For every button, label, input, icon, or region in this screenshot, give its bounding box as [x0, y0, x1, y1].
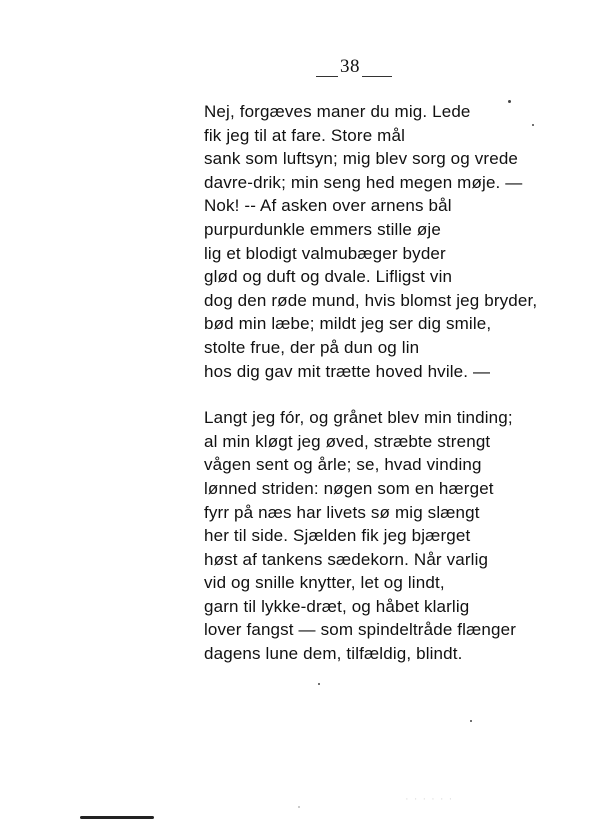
poem-line: Nej, forgæves maner du mig. Lede [204, 102, 471, 121]
page-number-rule-right [362, 76, 392, 77]
poem-line: stolte frue, der på dun og lin [204, 337, 420, 357]
poem-line: lover fangst — som spindeltråde flænger [204, 620, 516, 640]
poem-line: dagens lune dem, tilfældig, blindt. [204, 644, 463, 664]
poem-line: vid og snille knytter, let og lindt, [204, 573, 445, 593]
page-number-text: 38 [340, 56, 360, 77]
ink-smudge [80, 816, 154, 819]
poem-line: fyrr på næs har livets sø mig slængt [204, 502, 480, 522]
poem-line: al min kløgt jeg øved, stræbte strengt [204, 431, 491, 451]
scan-speck [298, 806, 300, 808]
poem-line: Langt jeg fór, og grånet blev min tinding; [204, 408, 513, 428]
poem-line: purpurdunkle emmers stille øje [204, 219, 441, 239]
poem-line: sank som luftsyn; mig blev sorg og vrede [204, 149, 519, 169]
poem [204, 100, 594, 666]
poem-line: vågen sent og årle; se, hvad vinding [204, 455, 482, 475]
poem-line: garn til lykke-dræt, og håbet klarlig [204, 596, 470, 616]
poem-line: bød min læbe; mildt jeg ser dig smile, [204, 314, 492, 334]
stanza-1 [204, 100, 594, 383]
poem-line: fik jeg til at fare. Store mål [204, 125, 406, 145]
stanza-2 [204, 406, 594, 666]
scan-speck [508, 100, 511, 103]
scan-speck [532, 124, 534, 126]
bleed-through-mark: · · · · · · [405, 793, 454, 805]
scan-speck [470, 720, 472, 722]
poem-line: høst af tankens sædekorn. Når varlig [204, 549, 489, 569]
poem-line: lig et blodigt valmubæger byder [204, 243, 446, 263]
poem-line: dog den røde mund, hvis blomst jeg bryder, [204, 290, 538, 310]
poem-line: lønned striden: nøgen som en hærget [204, 478, 494, 498]
poem-line: Nok! -- Af asken over arnens bål [204, 196, 452, 216]
poem-line: glød og duft og dvale. Lifligst vin [204, 267, 453, 287]
poem-line: davre-drik; min seng hed megen møje. — [204, 172, 523, 192]
scan-speck [318, 683, 320, 685]
poem-line: hos dig gav mit trætte hoved hvile. — [204, 361, 491, 381]
page-number-rule-left [316, 76, 338, 77]
poem-line: her til side. Sjælden fik jeg bjærget [204, 526, 471, 546]
